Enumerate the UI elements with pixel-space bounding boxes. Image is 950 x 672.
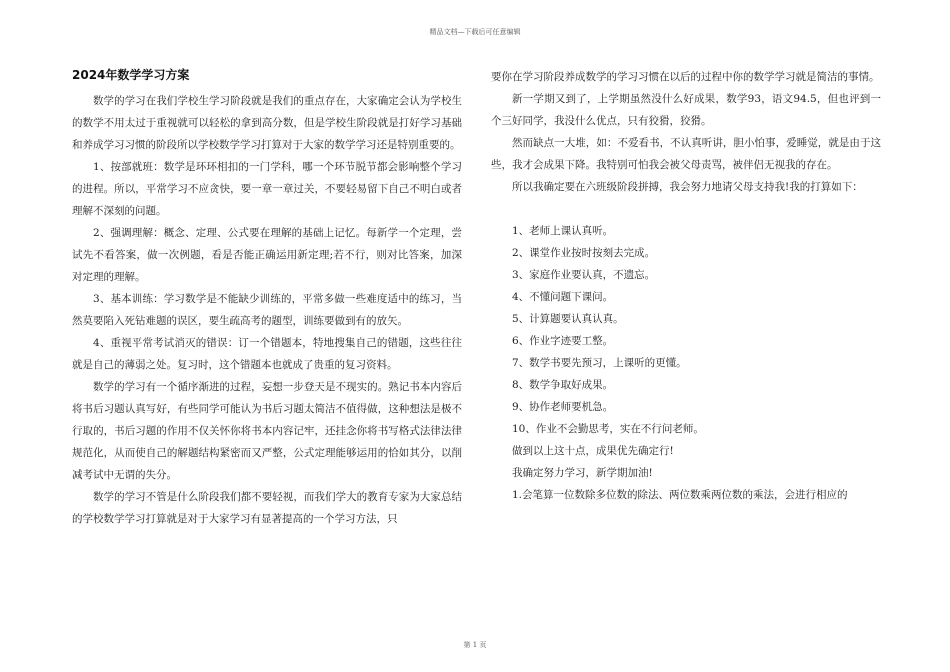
list-item: 6、作业字迹要工整。: [512, 335, 614, 347]
paragraph: 1、按部就班：数学是环环相扣的一门学科，哪一个环节脱节都会影响整个学习的进程。所以，平常学习不应贪快，要一章一章过关，不要轻易留下自己不明白或者理解不深刻的问题。: [72, 161, 462, 217]
list-item: 3、家庭作业要认真，不遗忘。: [512, 269, 656, 281]
page-footer: 第 1 页: [463, 641, 487, 649]
paragraph: 2、强调理解：概念、定理、公式要在理解的基础上记忆。每新学一个定理，尝试先不看答案，做一次例题，看是否能正确运用新定理;若不行，则对比答案，加深对定理的理解。: [72, 227, 462, 283]
page-header: 精品文档—下载后可任意编辑: [429, 28, 521, 36]
paragraph: 4、重视平常考试消灭的错误：订一个错题本，特地搜集自己的错题，这些往往就是自己的薄弱之处。复习时，这个错题本也就成了贵重的复习资料。: [72, 337, 462, 371]
paragraph: 然而缺点一大堆，如：不爱看书，不认真听讲，胆小怕事，爱睡觉，就是由于这些，我才会成果下降。我特别可怕我会被父母责骂，被伴侣无视我的存在。: [491, 137, 881, 171]
paragraph: 3、基本训练：学习数学是不能缺少训练的，平常多做一些难度适中的练习，当然莫要陷入死钻难题的误区，要生疏高考的题型，训练要做到有的放矢。: [72, 293, 462, 327]
list-item: 1、老师上课认真听。: [512, 225, 614, 237]
right-column: [491, 66, 881, 506]
list-item: 4、不懂问题下课问。: [512, 291, 614, 303]
paragraph: 数学的学习在我们学校生学习阶段就是我们的重点存在，大家确定会认为学校生的数学不用太过于重视就可以轻松的拿到高分数，但是学校生阶段就是打好学习基础和养成学习习惯的阶段所以学校数学学习打算对于大家的数学学习还是特别重要的。: [72, 95, 462, 151]
paragraph: 要你在学习阶段养成数学的学习习惯在以后的过程中你的数学学习就是简洁的事情。: [491, 71, 880, 83]
paragraph: 所以我确定要在六班级阶段拼搏，我会努力地请父母支持我!我的打算如下：: [512, 181, 863, 193]
list-item: 1.会笔算一位数除多位数的除法、两位数乘两位数的乘法，会进行相应的: [512, 489, 848, 501]
left-column: [72, 66, 462, 530]
list-item: 2、课堂作业按时按刻去完成。: [512, 247, 656, 259]
list-item: 5、计算题要认真认真。: [512, 313, 624, 325]
paragraph: 数学的学习有一个循序渐进的过程，妄想一步登天是不现实的。熟记书本内容后将书后习题认真写好，有些同学可能认为书后习题太简洁不值得做，这种想法是极不行取的，书后习题的作用不仅关怀你将书本内容记牢，还挂念你将书写格式法律法律规范化，从而使自己的解题结构紧密而又严整，公式定理能够运用的恰如其分，以削减考试中无谓的失分。: [72, 381, 462, 481]
document-title: 2024年数学学习方案: [72, 68, 190, 82]
list-item: 10、作业不会勤思考，实在不行问老师。: [512, 423, 704, 435]
list-item: 8、数学争取好成果。: [512, 379, 614, 391]
paragraph: 数学的学习不管是什么阶段我们都不要轻视，而我们学大的教育专家为大家总结的学校数学学习打算就是对于大家学习有显著提高的一个学习方法，只: [72, 491, 462, 525]
list-item: 做到以上这十点，成果优先确定行!: [512, 445, 674, 457]
list-item: 9、协作老师要机急。: [512, 401, 614, 413]
list-item: 7、数学书要先预习，上课听的更懂。: [512, 357, 687, 369]
paragraph: 新一学期又到了，上学期虽然没什么好成果，数学93，语文94.5，但也评到一个三好同学，我没什么优点，只有狡猾，狡猾。: [491, 93, 881, 127]
spacer: [491, 198, 881, 220]
list-item: 我确定努力学习，新学期加油!: [512, 467, 653, 479]
